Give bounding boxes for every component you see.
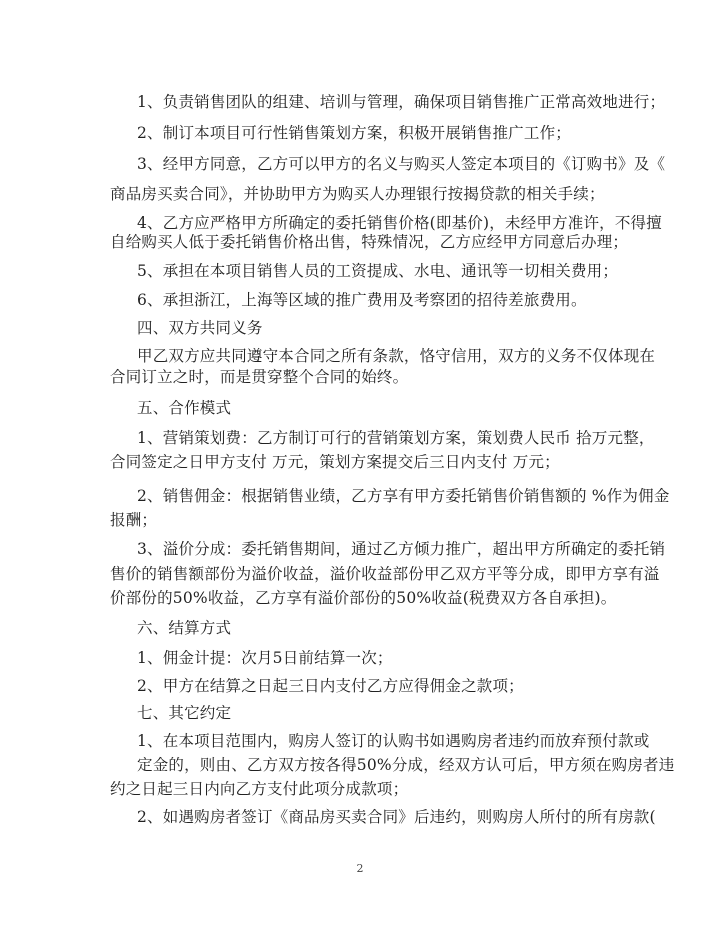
paragraph-line: 2、甲方在结算之日起三日内支付乙方应得佣金之款项； bbox=[137, 677, 524, 695]
paragraph-line: 2、制订本项目可行性销售策划方案，积极开展销售推广工作； bbox=[137, 124, 571, 142]
paragraph-line: 售价的销售额部份为溢价收益，溢价收益部份甲乙双方平等分成，即甲方享有溢 bbox=[110, 565, 660, 583]
page-number: 2 bbox=[356, 862, 364, 875]
paragraph-line: 1、佣金计提：次月5日前结算一次； bbox=[137, 649, 393, 667]
paragraph-line: 甲乙双方应共同遵守本合同之所有条款，恪守信用，双方的义务不仅体现在 bbox=[137, 347, 656, 365]
paragraph-line: 5、承担在本项目销售人员的工资提成、水电、通讯等一切相关费用； bbox=[137, 262, 619, 280]
paragraph-line: 合同订立之时，而是贯穿整个合同的始终。 bbox=[110, 368, 409, 386]
paragraph-line: 1、在本项目范围内，购房人签订的认购书如遇购房者违约而放弃预付款或 bbox=[137, 732, 650, 750]
paragraph-line: 2、如遇购房者签订《商品房买卖合同》后违约，则购房人所付的所有房款( bbox=[137, 808, 656, 826]
paragraph-line: 3、溢价分成：委托销售期间，通过乙方倾力推广，超出甲方所确定的委托销 bbox=[137, 540, 666, 558]
paragraph-line: 1、营销策划费：乙方制订可行的营销策划方案，策划费人民币 拾万元整， bbox=[137, 429, 655, 447]
paragraph-line: 商品房买卖合同》，并协助甲方为购买人办理银行按揭贷款的相关手续； bbox=[110, 185, 605, 203]
paragraph-line: 3、经甲方同意，乙方可以甲方的名义与购买人签定本项目的《订购书》及《 bbox=[137, 155, 666, 173]
paragraph-line: 自给购买人低于委托销售价格出售，特殊情况，乙方应经甲方同意后办理； bbox=[110, 233, 629, 251]
paragraph-line: 2、销售佣金：根据销售业绩，乙方享有甲方委托销售价销售额的 %作为佣金 bbox=[137, 487, 670, 505]
paragraph-line: 4、乙方应严格甲方所确定的委托销售价格(即基价)，未经甲方准许，不得擅 bbox=[137, 214, 662, 232]
paragraph-line: 报酬； bbox=[110, 511, 158, 529]
section-heading: 四、双方共同义务 bbox=[137, 319, 263, 337]
section-heading: 五、合作模式 bbox=[137, 399, 232, 417]
paragraph-line: 价部份的50%收益，乙方享有溢价部份的50%收益(税费双方各自承担)。 bbox=[110, 589, 617, 607]
paragraph-line: 定金的，则由、乙方双方按各得50%分成，经双方认可后，甲方须在购房者违 bbox=[137, 756, 675, 774]
paragraph-line: 约之日起三日内向乙方支付此项分成款项； bbox=[110, 780, 409, 798]
paragraph-line: 6、承担浙江，上海等区域的推广费用及考察团的招待差旅费用。 bbox=[137, 291, 587, 309]
paragraph-line: 合同签定之日甲方支付 万元，策划方案提交后三日内支付 万元； bbox=[110, 453, 560, 471]
section-heading: 七、其它约定 bbox=[137, 704, 232, 722]
section-heading: 六、结算方式 bbox=[137, 619, 232, 637]
paragraph-line: 1、负责销售团队的组建、培训与管理，确保项目销售推广正常高效地进行； bbox=[137, 93, 666, 111]
